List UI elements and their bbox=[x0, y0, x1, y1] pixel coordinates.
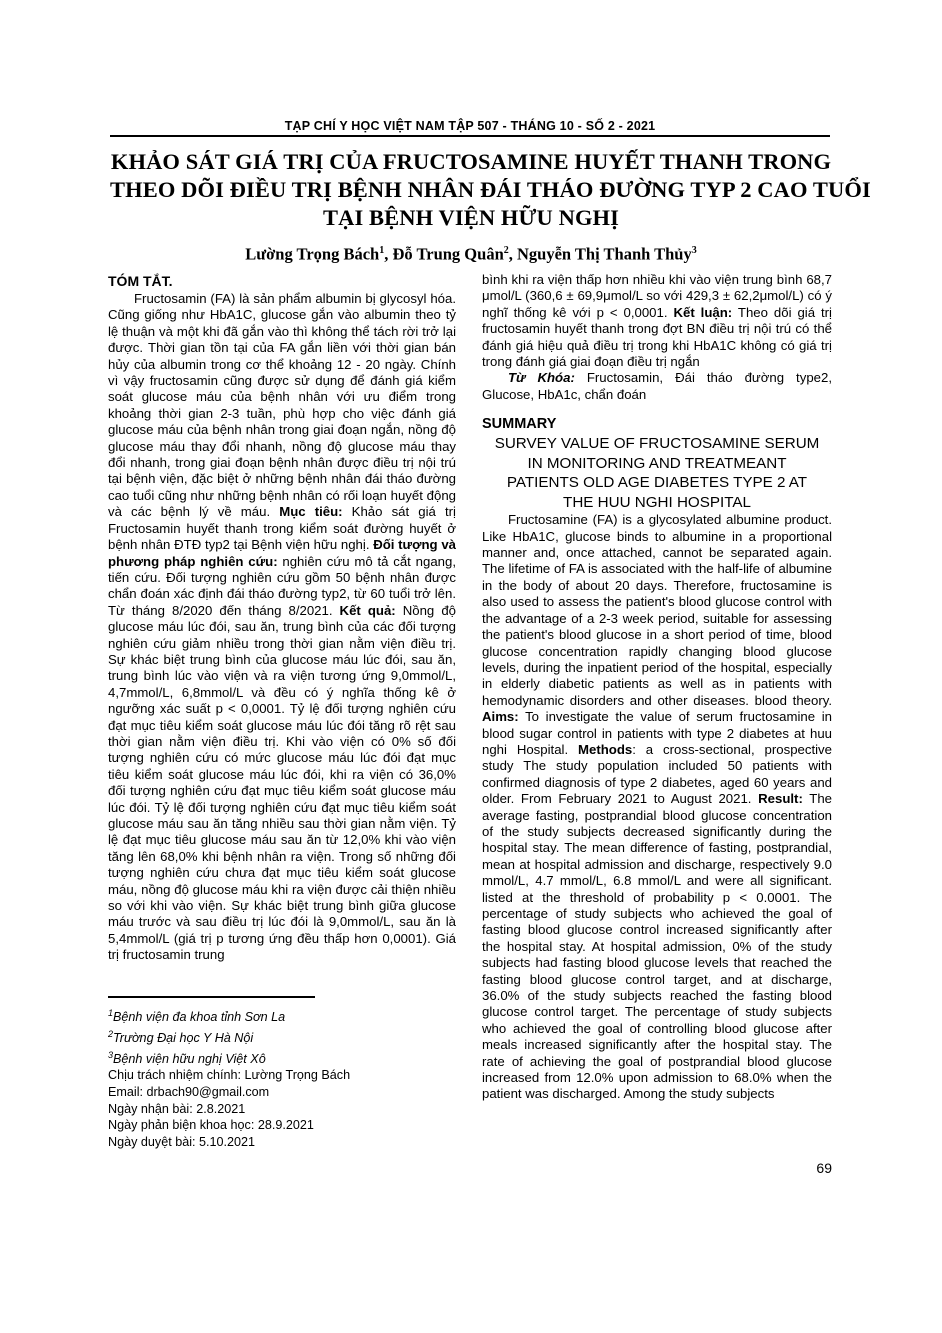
article-title-line-1: KHẢO SÁT GIÁ TRỊ CỦA FRUCTOSAMINE HUYẾT THANH TRONG bbox=[110, 149, 832, 174]
author-3-name: Nguyễn Thị Thanh Thủy bbox=[517, 244, 692, 264]
running-head bbox=[110, 118, 830, 137]
abstract-en-text-3: : a cross-sectional, prospective study The study population included 50 patients with confirmed diagnosis of type 2 diabetes, aged 60 years and older. From February 2021 to August 2021. bbox=[482, 741, 832, 807]
running-head-rule bbox=[110, 135, 830, 137]
label-doi-tuong-phuong-phap: Đối tượng và phương pháp nghiên cứu: bbox=[108, 537, 456, 569]
label-ket-luan: Kết luận: bbox=[673, 304, 733, 320]
abstract-en-text-4: The average fasting, postprandial blood glucose concentration of the study subjects decreased significantly during the hospital stay. The mean difference of fasting, postprandial, mean at hospital admission and discharge, respectively 9.0 mmol/L, 4.7 mmol/L, 6.8 mmol/L and were all significant. listed at the threshold of probability p < 0.0001. The percentage of study subjects who achieved the goal of fasting blood glucose control increased significantly after the hospital stay. At hospital admission, 0% of the study subjects had fasting blood glucose levels that reached the fasting blood glucose control target, and at discharge, 36.0% of the study subjects reached the fasting blood glucose control target. The percentage of study subjects who achieved the goal of controlling blood glucose after meals increased significantly after the hospital stay. The rate of achieving the goal of postprandial blood glucose increased from 12.0% upon admission to 68.0% when the patient was discharged. Among the study subjects bbox=[482, 791, 832, 1102]
footnote-affiliation-2-text: Trường Đại học Y Hà Nội bbox=[113, 1030, 254, 1045]
keywords-paragraph bbox=[482, 370, 832, 403]
footnote-date-accepted: Ngày duyệt bài: 5.10.2021 bbox=[108, 1134, 256, 1149]
footnote-marker-3: 3 bbox=[108, 1049, 114, 1060]
keywords-text: Fructosamin, Đái tháo đường type2, Glucose, HbA1c, chẩn đoán bbox=[482, 370, 832, 402]
author-2-name: Đỗ Trung Quân bbox=[392, 244, 504, 264]
footnote-affiliation-1 bbox=[108, 1005, 456, 1026]
footnote-date-received: Ngày nhận bài: 2.8.2021 bbox=[108, 1101, 246, 1116]
label-muc-tieu: Mục tiêu: bbox=[279, 504, 343, 520]
footnote-separator-rule bbox=[108, 996, 315, 998]
abstract-vi-text-3: nghiên cứu mô tả cắt ngang, tiến cứu. Đối tượng nghiên cứu gồm 50 bệnh nhân được chẩn đoán xác định đái tháo đường typ2, từ 60 tuổi trở lên. Từ tháng 8/2020 đến tháng 8/2021. bbox=[108, 553, 456, 618]
author-separator-1: , bbox=[384, 244, 393, 264]
abstract-en-text-2: To investigate the value of serum fructosamine in blood sugar control in patients with type 2 diabetes at huu nghi Hospital. bbox=[482, 709, 832, 757]
abstract-vi-paragraph bbox=[108, 291, 456, 964]
author-1-affiliation-marker: 1 bbox=[379, 245, 385, 256]
abstract-en-title-line-3: PATIENTS OLD AGE DIABETES TYPE 2 AT bbox=[506, 474, 808, 492]
label-ket-qua: Kết quả: bbox=[339, 602, 396, 618]
page-number: 69 bbox=[816, 1160, 832, 1176]
footnote-corresponding-author: Chịu trách nhiệm chính: Lường Trọng Bách bbox=[108, 1068, 351, 1083]
footnote-affiliation-3-text: Bệnh viện hữu nghị Việt Xô bbox=[113, 1051, 266, 1066]
column-right bbox=[482, 272, 832, 1103]
article-title bbox=[110, 148, 871, 232]
abstract-vi-heading: TÓM TẮT. bbox=[108, 273, 173, 289]
abstract-vi-text-4: Nồng độ glucose máu lúc đói, sau ăn, trung bình của các đối tượng nghiên cứu giảm nhiều trong thời gian nằm viện điều trị. Sự khác biệt trung bình của glucose máu lúc đói, sau ăn, trung bình lúc vào viện và ra viện tương ứng 9,0mmol/L, 4,7mmol/L, 6,8mmol/L và đều có ý nghĩa thống kê ở ngưỡng xác suất p < 0,0001. Tỷ lệ đối tượng nghiên cứu đạt mục tiêu kiểm soát glucose máu lúc đói tăng rõ rệt sau thời gian nằm viện điều trị. Khi vào viện có 0% số đối tượng nghiên cứu có mức glucose máu lúc đói đạt mục tiêu kiểm soát glucose máu lúc đói, khi ra viện có 36,0% đối tượng nghiên cứu đạt mục tiêu kiểm soát glucose máu lúc đói. Tỷ lệ đối tượng nghiên cứu đạt mục tiêu kiểm soát glucose máu sau ăn tăng nhiều sau thời gian nằm viện. Tỷ lệ đạt mục tiêu glucose máu sau ăn từ 12,0% khi vào viện tăng lên 68,0% khi bệnh nhân ra viện. Trong số những đối tượng nghiên cứu chưa đạt mục tiêu kiểm soát glucose máu, nồng độ glucose máu khi ra viện được cải thiện nhiều so với khi vào viện. Sự khác biệt trung bình giữa glucose máu trước và sau điều trị lúc đói là 9,0mmol/L, sau ăn là 5,4mmol/L (giá trị p tương ứng đều thấp hơn 0,0001). Giá trị fructosamin trung bbox=[108, 602, 456, 963]
abstract-vi-text-2: Khảo sát giá trị Fructosamin huyết thanh trong kiểm soát đường huyết ở bệnh nhân ĐTĐ typ2 tại Bệnh viện hữu nghị. bbox=[108, 504, 456, 553]
author-list bbox=[110, 240, 832, 266]
footnote-affiliation-1-text: Bệnh viện đa khoa tỉnh Sơn La bbox=[113, 1010, 286, 1025]
abstract-en-title-line-4: THE HUU NGHI HOSPITAL bbox=[563, 493, 751, 511]
abstract-en-text-1: Fructosamine (FA) is a glycosylated albumine product. Like HbA1C, glucose binds to albumine in a proportional manner and, once attached, cannot be separated again. The lifetime of FA is associated with the half-life of albumine in the body of about 20 days. Therefore, fructosamine is also used to assess the patient's blood glucose control with the advantage of a 2-3 week period, suitable for assessing the patient's blood glucose in a short period of time, blood glucose concentration rapidly changing blood glucose levels, during the inpatient period of the hospital, especially in elderly diabetic patients as well as in patients with hemodynamic disorders and other diseases. blood theory. bbox=[482, 512, 832, 708]
footnote-affiliation-3 bbox=[108, 1047, 456, 1068]
author-1-name: Lường Trọng Bách bbox=[245, 244, 380, 264]
abstract-en-title-line-1: SURVEY VALUE OF FRUCTOSAMINE SERUM bbox=[494, 435, 820, 453]
abstract-en-heading: SUMMARY bbox=[482, 416, 557, 433]
label-aims: Aims: bbox=[482, 709, 519, 725]
label-result: Result: bbox=[758, 791, 803, 807]
abstract-en-paragraph bbox=[482, 512, 832, 1103]
label-methods: Methods bbox=[578, 741, 633, 757]
abstract-en-title-line-2: IN MONITORING AND TREATMEANT bbox=[527, 454, 787, 472]
author-3-affiliation-marker: 3 bbox=[691, 245, 697, 256]
footnote-marker-1: 1 bbox=[108, 1008, 114, 1018]
footnote-email: Email: drbach90@gmail.com bbox=[108, 1084, 270, 1099]
abstract-vi-text-5: Theo dõi giá trị fructosamin huyết thanh trong đợt BN điều trị nội trú có thể đánh giá hiệu quả điều trị trong khi HbA1C không có giá trị trong đánh giá giai đoạn điều trị ngắn bbox=[482, 304, 832, 370]
author-separator-2: , bbox=[508, 244, 517, 264]
footnote-marker-2: 2 bbox=[108, 1028, 114, 1039]
abstract-vi-continuation bbox=[482, 272, 832, 370]
abstract-vi-text-1: Fructosamin (FA) là sản phẩm albumin bị glycosyl hóa. Cũng giống như HbA1C, glucose gắn vào albumin theo tỷ lệ thuận và một khi đã gắn vào thì không thể tách rời trở lại được. Thời gian tồn tại của FA gắn liền với thời gian bán hủy của albumin trong cơ thể khoảng 12 - 20 ngày. Chính vì vậy fructosamin cũng được sử dụng để đánh giá kiểm soát glucose máu của bệnh nhân với ưu điểm trong khoảng thời gian 2-3 tuần, phù hợp cho việc đánh giá glucose máu của bệnh nhân trong giai đoạn ngắn, nồng độ glucose máu thay đổi nhanh, nồng độ glucose máu thay đổi nhanh, trong giai đoạn bệnh nhân được điều trị nội trú tại bệnh viện, đặc biệt ở những bệnh nhân đái tháo đường cao tuổi cũng như những bệnh nhân có rối loạn huyết động và các bệnh lý về máu. bbox=[108, 291, 456, 520]
abstract-vi-cont-text: bình khi ra viện thấp hơn nhiều khi vào viện trung bình 68,7 μmol/L (360,6 ± 69,9μmol/L so với 429,3 ± 62,2μmol/L) có ý nghĩ thống kê với p < 0,0001. bbox=[482, 272, 832, 320]
footnote-block bbox=[108, 996, 456, 1150]
column-left bbox=[108, 272, 456, 964]
footnote-affiliation-2 bbox=[108, 1026, 456, 1047]
article-title-line-2: THEO DÕI ĐIỀU TRỊ BỆNH NHÂN ĐÁI THÁO ĐƯỜNG TYP 2 CAO TUỔI bbox=[110, 177, 871, 202]
article-title-line-3: TẠI BỆNH VIỆN HỮU NGHỊ bbox=[323, 205, 619, 230]
label-tu-khoa: Từ Khóa: bbox=[508, 370, 575, 386]
author-2-affiliation-marker: 2 bbox=[503, 245, 509, 256]
footnote-date-reviewed: Ngày phản biện khoa học: 28.9.2021 bbox=[108, 1118, 314, 1133]
running-head-text: TẠP CHÍ Y HỌC VIỆT NAM TẬP 507 - THÁNG 10 - SỐ 2 - 2021 bbox=[284, 119, 656, 133]
